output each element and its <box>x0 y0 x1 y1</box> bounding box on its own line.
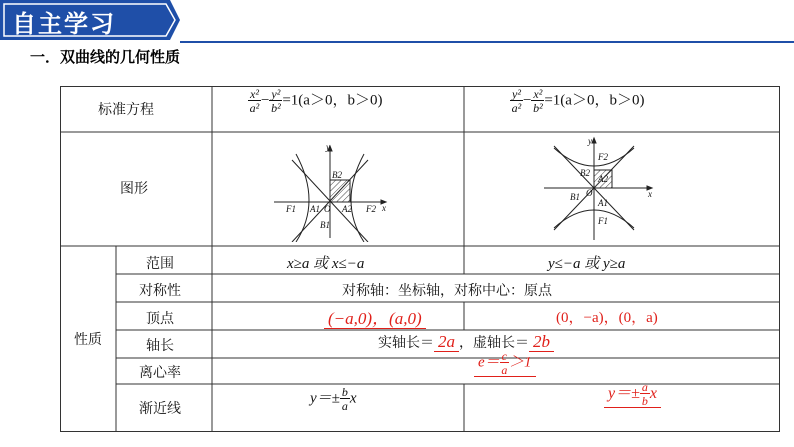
range-horizontal: x≥a 或 x≤−a <box>287 256 365 272</box>
fig2-A2: A2 <box>598 174 608 184</box>
fig1-B1: B1 <box>320 220 330 230</box>
label-asymptote: 渐近线 <box>139 401 181 417</box>
fig2-B1: B1 <box>570 192 580 202</box>
axis-real-answer: 2a <box>434 332 459 352</box>
axis-real-prefix: 实轴长＝ <box>378 335 434 351</box>
fig1-A2: A2 <box>342 204 352 214</box>
eq2-x-num: x² <box>533 87 543 101</box>
equation-vertical <box>510 88 644 114</box>
fig1-F1: F1 <box>286 204 296 214</box>
banner-title: 自主学习 <box>12 10 116 38</box>
label-properties: 性质 <box>74 332 102 348</box>
hyperbola-vertical-figure <box>540 134 658 244</box>
label-vertex: 顶点 <box>146 311 174 327</box>
eq2-rest: =1(a＞0，b＞0) <box>544 92 645 109</box>
eq2-y-num: y² <box>512 87 521 101</box>
symmetry-value: 对称轴：坐标轴，对称中心：原点 <box>342 283 552 299</box>
vertex-vertical-answer: (0，−a)，(0，a) <box>556 310 658 326</box>
section-title: 一．双曲线的几何性质 <box>30 48 181 66</box>
axis-imag-prefix: ，虚轴长＝ <box>459 335 529 351</box>
fig2-x-label: x <box>648 189 652 199</box>
asymptote-horizontal: y＝± $\frac{b}{a}$ x <box>310 385 357 413</box>
eq1-minus: − <box>260 92 270 109</box>
eq1-x-den: a² <box>249 101 260 115</box>
fig1-x-label: x <box>382 203 386 213</box>
fig1-A1: A1 <box>310 204 320 214</box>
eq1-rest: =1(a＞0，b＞0) <box>282 92 383 109</box>
fig2-F1: F1 <box>598 216 608 226</box>
fig2-B2: B2 <box>580 168 590 178</box>
fig1-y-label: y <box>326 142 330 152</box>
label-axis-length: 轴长 <box>146 338 174 354</box>
label-standard-equation: 标准方程 <box>98 102 154 118</box>
eq1-x-num: x² <box>250 87 259 101</box>
fig2-y-label: y <box>588 136 592 146</box>
range-vertical: y≤−a 或 y≥a <box>548 256 626 272</box>
eq1-y-num: y² <box>271 87 281 101</box>
fig2-F2: F2 <box>598 152 608 162</box>
fig1-F2: F2 <box>366 204 376 214</box>
label-eccentricity: 离心率 <box>139 365 181 381</box>
axis-length-value <box>378 332 554 352</box>
fig2-A1: A1 <box>598 198 608 208</box>
label-range: 范围 <box>146 256 174 272</box>
vertex-horizontal-answer: (−a,0)，(a,0) <box>324 304 426 329</box>
fig1-B2: B2 <box>332 170 342 180</box>
equation-horizontal <box>248 88 382 114</box>
eq2-y-den: a² <box>511 101 522 115</box>
fig2-O: O <box>586 188 593 198</box>
eq2-minus: − <box>522 92 532 109</box>
asymptote-vertical-answer: y＝± $\frac{a}{b}$ x <box>604 380 661 408</box>
eccentricity-answer: e＝ $\frac{c}{a}$ ＞1 <box>474 350 536 377</box>
eq2-x-den: b² <box>533 101 543 115</box>
label-graph: 图形 <box>120 181 148 197</box>
label-symmetry: 对称性 <box>139 283 181 299</box>
eq1-y-den: b² <box>271 101 281 115</box>
fig1-O: O <box>324 204 331 214</box>
header-rule <box>180 41 794 43</box>
hyperbola-horizontal-figure <box>270 138 390 242</box>
axis-imag-answer: 2b <box>529 332 554 352</box>
